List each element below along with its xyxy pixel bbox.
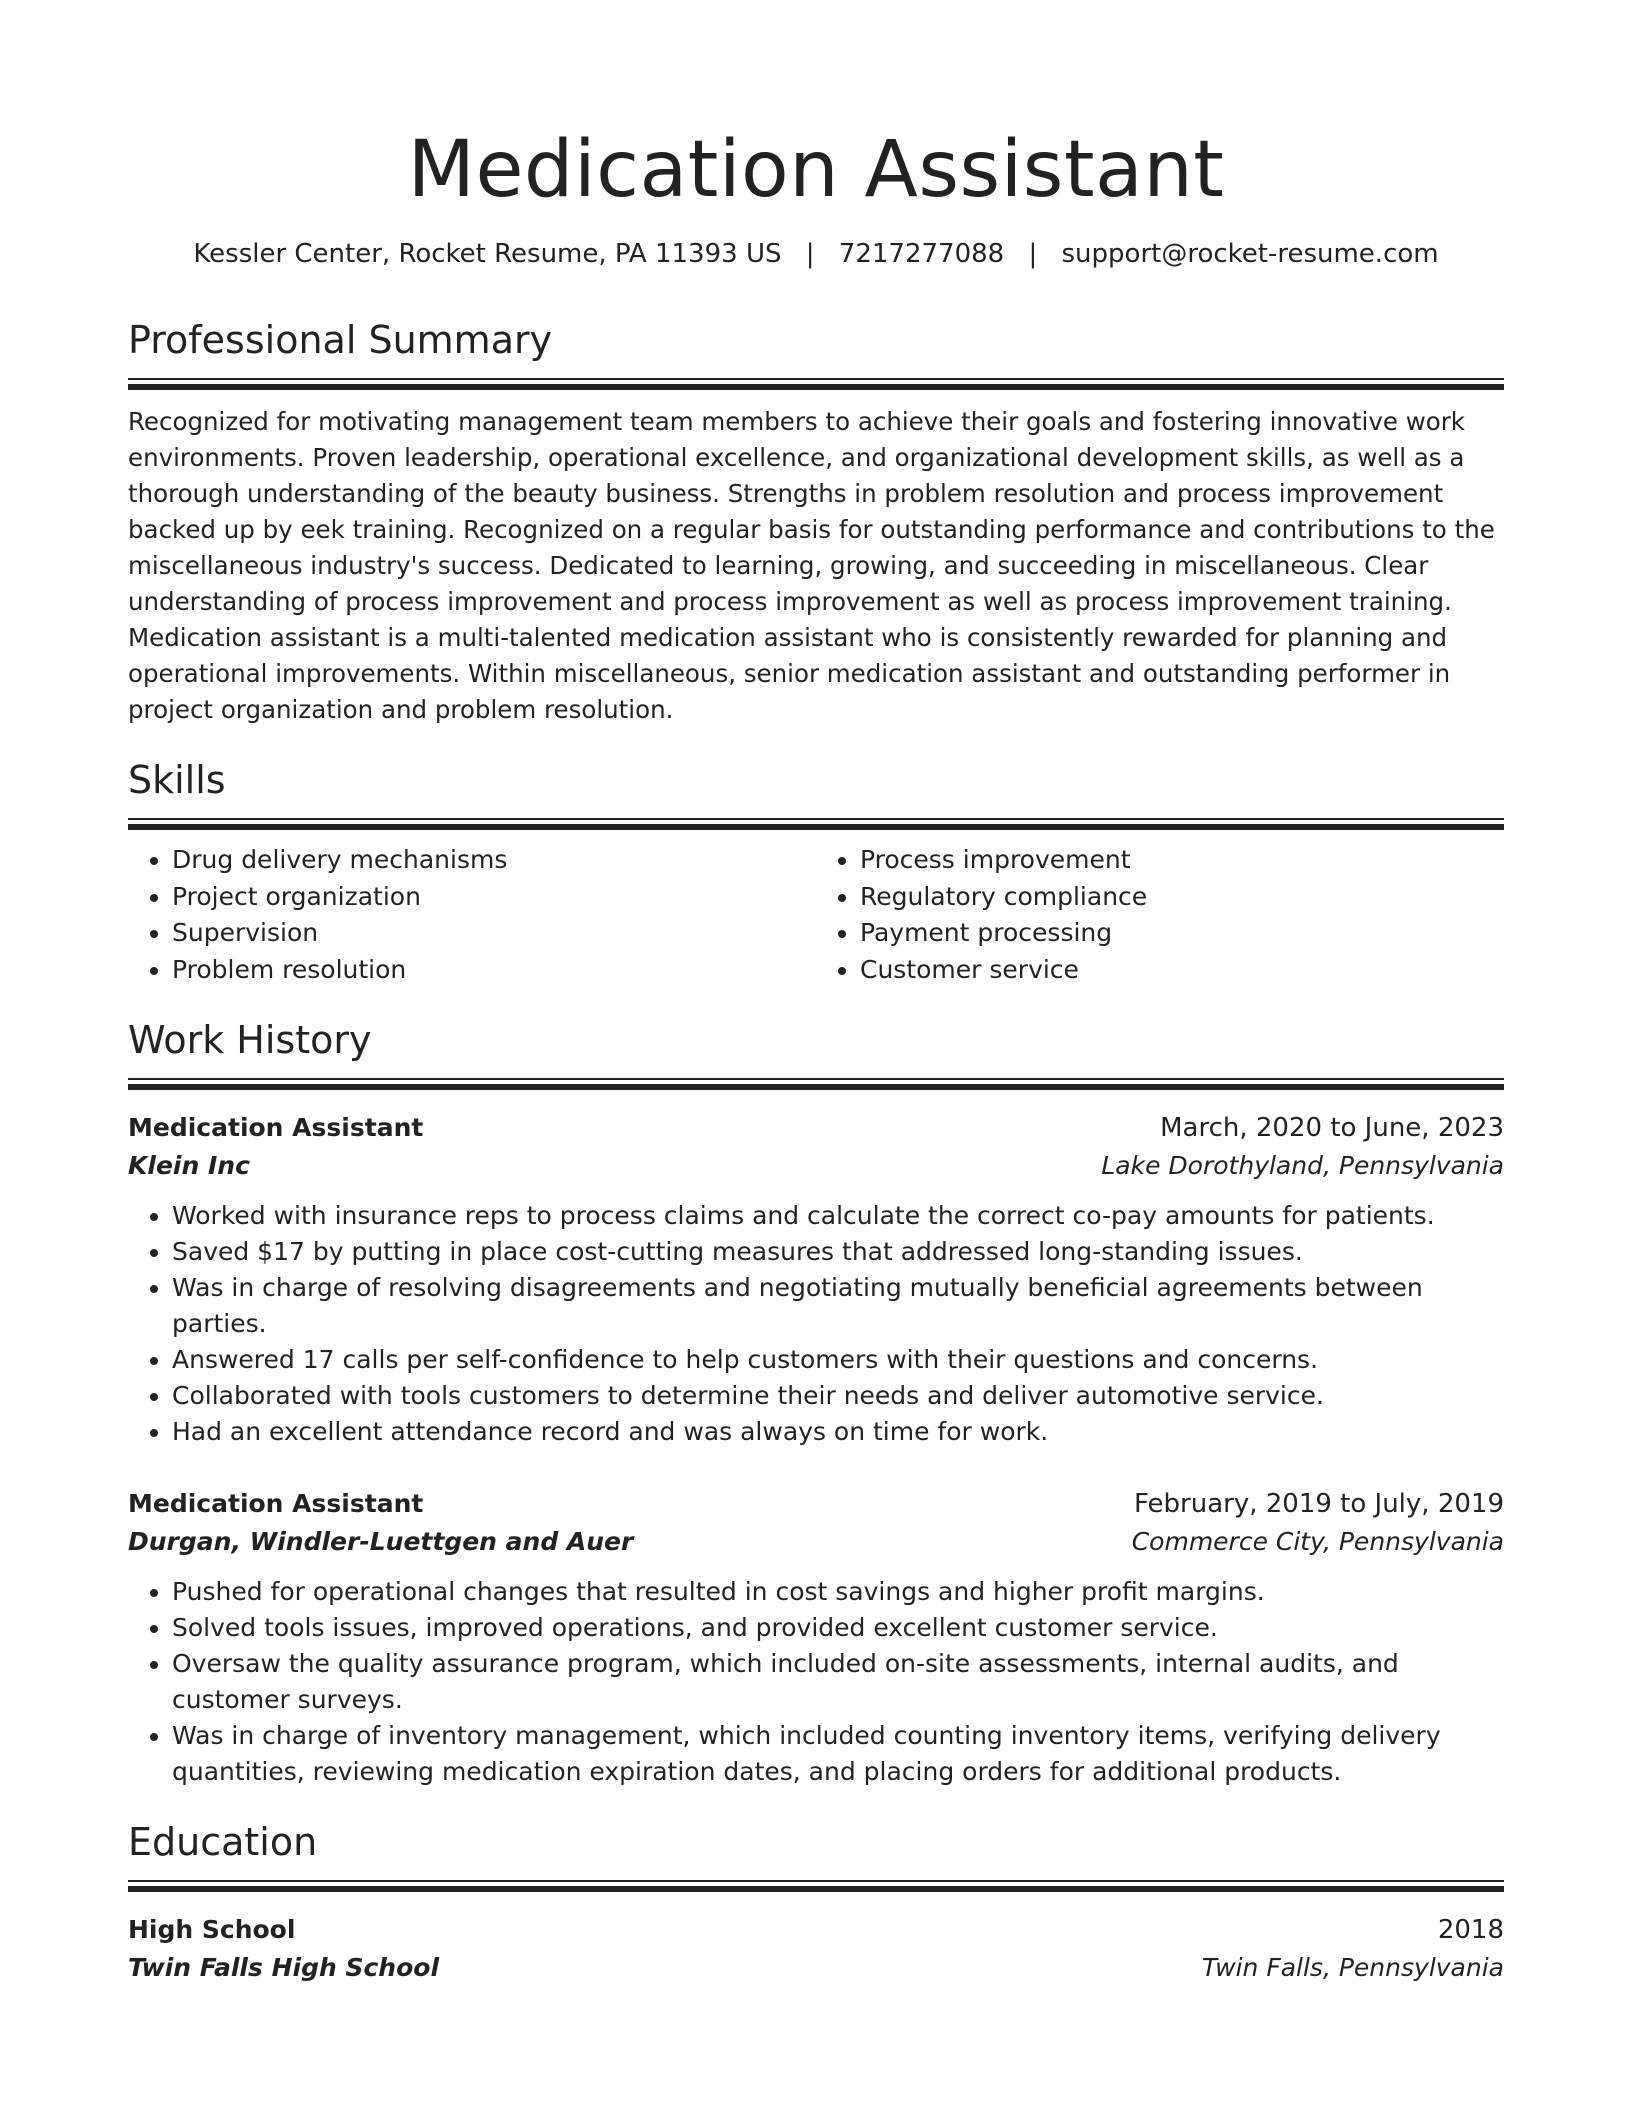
education-entry (128, 1910, 1504, 1986)
job-bullet: • Collaborated with tools customers to determine their needs and deliver automotive service. (172, 1378, 1504, 1414)
skills-list (128, 842, 1504, 988)
work-history-section (128, 1018, 1504, 1790)
section-title-summary: Professional Summary (128, 318, 553, 362)
job-bullet: • Pushed for operational changes that resulted in cost savings and higher profit margins. (172, 1574, 1504, 1610)
education-subheader (128, 1950, 1504, 1986)
education-header (128, 1910, 1504, 1950)
section-title-education: Education (128, 1820, 318, 1864)
education-degree: High School (128, 1915, 296, 1944)
skill-item: • Project organization (172, 879, 816, 916)
job-bullet: • Answered 17 calls per self-confidence to help customers with their questions and concerns. (172, 1342, 1504, 1378)
job-bullet: • Saved $17 by putting in place cost-cutting measures that addressed long-standing issues. (172, 1234, 1504, 1270)
skill-item: • Customer service (860, 952, 1504, 989)
contact-address: Kessler Center, Rocket Resume, PA 11393 US (193, 239, 782, 269)
job-company: Klein Inc (128, 1151, 250, 1180)
job-bullet: • Oversaw the quality assurance program, which included on-site assessments, internal audits, and customer surveys. (172, 1646, 1504, 1718)
job-header (128, 1484, 1504, 1524)
job-bullet: • Was in charge of resolving disagreements and negotiating mutually beneficial agreements between parties. (172, 1270, 1504, 1342)
summary-section (128, 318, 1504, 728)
skill-item: • Problem resolution (172, 952, 816, 989)
job-entry (128, 1484, 1504, 1790)
job-title: Medication Assistant (128, 1113, 424, 1142)
resume-name: Medication Assistant (407, 125, 1225, 215)
contact-line (128, 236, 1504, 272)
section-divider (128, 378, 1504, 390)
skills-column-left (128, 842, 816, 988)
section-divider (128, 1078, 1504, 1090)
skill-item: • Process improvement (860, 842, 1504, 879)
skills-section (128, 758, 1504, 988)
education-location: Twin Falls, Pennsylvania (1201, 1953, 1504, 1982)
skill-item: • Drug delivery mechanisms (172, 842, 816, 879)
job-subheader (128, 1524, 1504, 1560)
section-divider (128, 1880, 1504, 1892)
education-year: 2018 (1437, 1915, 1504, 1945)
skill-item: • Supervision (172, 915, 816, 952)
contact-phone: 7217277088 (838, 239, 1005, 269)
contact-email: support@rocket-resume.com (1061, 239, 1439, 269)
job-title: Medication Assistant (128, 1489, 424, 1518)
skill-item: • Payment processing (860, 915, 1504, 952)
contact-separator: | (1028, 239, 1038, 269)
job-dates: March, 2020 to June, 2023 (1160, 1113, 1504, 1143)
job-entry (128, 1108, 1504, 1450)
job-bullets (128, 1198, 1504, 1450)
job-subheader (128, 1148, 1504, 1184)
skills-column-right (816, 842, 1504, 988)
job-location: Commerce City, Pennsylvania (1131, 1527, 1504, 1556)
job-company: Durgan, Windler-Luettgen and Auer (128, 1527, 634, 1556)
job-bullet: • Solved tools issues, improved operations, and provided excellent customer service. (172, 1610, 1504, 1646)
job-bullet: • Was in charge of inventory management, which included counting inventory items, verifying delivery quantities, reviewing medication expiration dates, and placing orders for additional products. (172, 1718, 1504, 1790)
job-bullets (128, 1574, 1504, 1790)
education-section (128, 1820, 1504, 1986)
section-title-skills: Skills (128, 758, 226, 802)
summary-text: Recognized for motivating management team members to achieve their goals and fostering innovative work environments. Proven leadership, operational excellence, and organizational development skills, as well as a thorough understanding of the beauty business. Strengths in problem resolution and process improvement backed up by eek training. Recognized on a regular basis for outstanding performance and contributions to the miscellaneous industry's success. Dedicated to learning, growing, and succeeding in miscellaneous. Clear understanding of process improvement and process improvement as well as process improvement training. Medication assistant is a multi-talented medication assistant who is consistently rewarded for planning and operational improvements. Within miscellaneous, senior medication assistant and outstanding performer in project organization and problem resolution. (128, 407, 1495, 724)
section-title-work-history: Work History (128, 1018, 372, 1062)
job-bullet: • Worked with insurance reps to process claims and calculate the correct co-pay amounts for patients. (172, 1198, 1504, 1234)
skill-item: • Regulatory compliance (860, 879, 1504, 916)
section-divider (128, 818, 1504, 830)
job-bullet: • Had an excellent attendance record and was always on time for work. (172, 1414, 1504, 1450)
job-dates: February, 2019 to July, 2019 (1134, 1489, 1504, 1519)
job-header (128, 1108, 1504, 1148)
job-location: Lake Dorothyland, Pennsylvania (1101, 1151, 1504, 1180)
contact-separator: | (805, 239, 815, 269)
education-school: Twin Falls High School (128, 1953, 440, 1982)
